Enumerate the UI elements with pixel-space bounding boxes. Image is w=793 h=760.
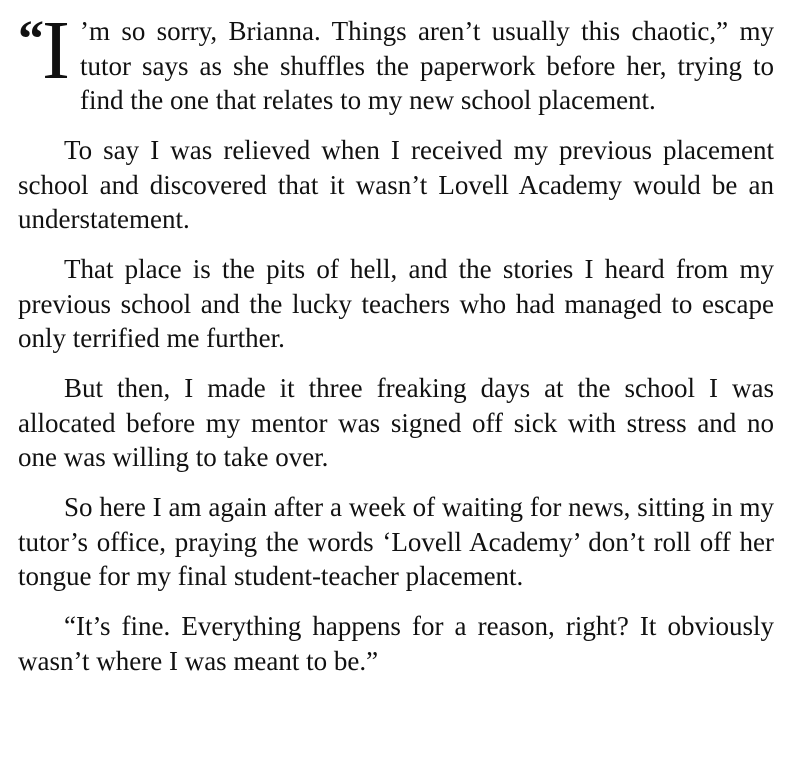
drop-cap	[18, 4, 70, 98]
paragraph-5: So here I am again after a week of waiting for news, sitting in my tutor’s office, praying the words ‘Lovell Academy’ don’t roll off her tongue for my final student-teacher placement.	[18, 492, 774, 591]
paragraph-4: But then, I made it three freaking days at the school I was allocated before my mentor was signed off sick with stress and no one was willing to take over.	[18, 373, 774, 472]
book-page	[18, 4, 774, 678]
drop-cap-letter: I	[42, 4, 70, 97]
drop-cap-quote-mark: “	[18, 11, 41, 68]
paragraph-1	[18, 4, 774, 118]
paragraph-3: That place is the pits of hell, and the stories I heard from my previous school and the lucky teachers who had managed to escape only terrified me further.	[18, 254, 774, 353]
paragraph-6: “It’s fine. Everything happens for a reason, right? It obviously wasn’t where I was meant to be.”	[18, 611, 774, 676]
paragraph-2: To say I was relieved when I received my previous placement school and discovered that it wasn’t Lovell Academy would be an understatement.	[18, 135, 774, 234]
paragraph-1-text: ’m so sorry, Brianna. Things aren’t usually this chaotic,” my tutor says as she shuffles the paperwork before her, trying to find the one that relates to my new school placement.	[79, 16, 774, 115]
